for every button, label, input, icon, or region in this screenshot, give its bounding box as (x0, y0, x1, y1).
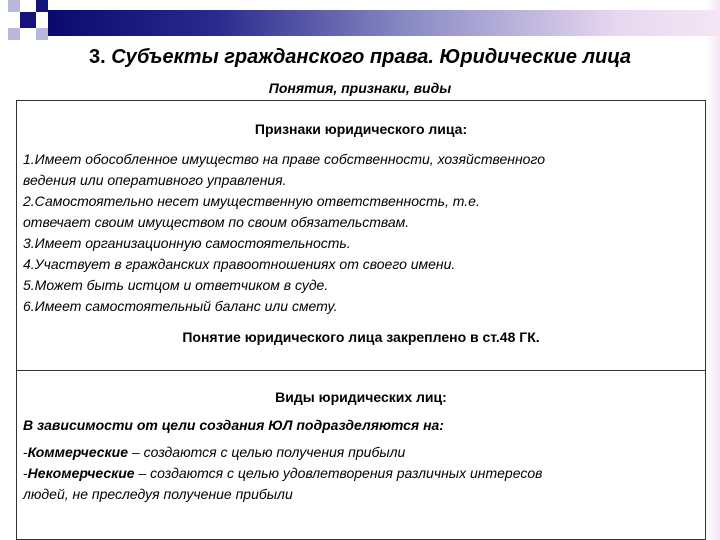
decor-square (36, 28, 48, 40)
decor-square (8, 0, 20, 12)
features-cell (17, 101, 705, 371)
types-continuation: людей, не преследуя получение прибыли (23, 486, 293, 502)
slide-subtitle: Понятия, признаки, виды (268, 80, 452, 96)
features-list (17, 149, 705, 317)
types-item-desc: – создаются с целью получения прибыли (128, 444, 406, 460)
features-footer: Понятие юридического лица закреплено в ст.48 ГК. (182, 329, 540, 345)
decor-square (8, 28, 20, 40)
types-item-desc: – создаются с целью удовлетворения различных интересов (134, 465, 543, 481)
slide-title (0, 46, 720, 69)
features-line: 6.Имеет самостоятельный баланс или смету. (23, 298, 338, 314)
top-gradient-bar (48, 10, 720, 36)
features-line: 1.Имеет обособленное имущество на праве собственности, хозяйственного (23, 151, 545, 167)
types-criterion: В зависимости от цели создания ЮЛ подразделяются на: (23, 417, 444, 433)
decor-square (20, 12, 36, 28)
features-line: 5.Может быть истцом и ответчиком в суде. (23, 277, 329, 293)
features-line: отвечает своим имуществом по своим обязательствам. (23, 214, 410, 230)
content-table (16, 100, 706, 540)
features-line: 2.Самостоятельно несет имущественную ответственность, т.е. (23, 193, 480, 209)
title-number: 3. (88, 46, 106, 68)
features-line: ведения или оперативного управления. (23, 172, 287, 188)
title-text: Субъекты гражданского права. Юридические лица (111, 46, 632, 68)
types-item: -Некомерческие – создаются с целью удовлетворения различных интересов (23, 465, 543, 481)
features-line: 3.Имеет организационную самостоятельность. (23, 235, 351, 251)
types-cell (17, 371, 705, 539)
features-heading: Признаки юридического лица: (254, 121, 468, 137)
features-line: 4.Участвует в гражданских правоотношениях от своего имени. (23, 256, 456, 272)
decor-square (36, 0, 48, 12)
types-heading: Виды юридических лиц: (275, 389, 447, 405)
types-item-term: Коммерческие (27, 444, 128, 460)
types-item-term: Некомерческие (27, 465, 135, 481)
types-item: -Коммерческие – создаются с целью получения прибыли (23, 444, 406, 460)
